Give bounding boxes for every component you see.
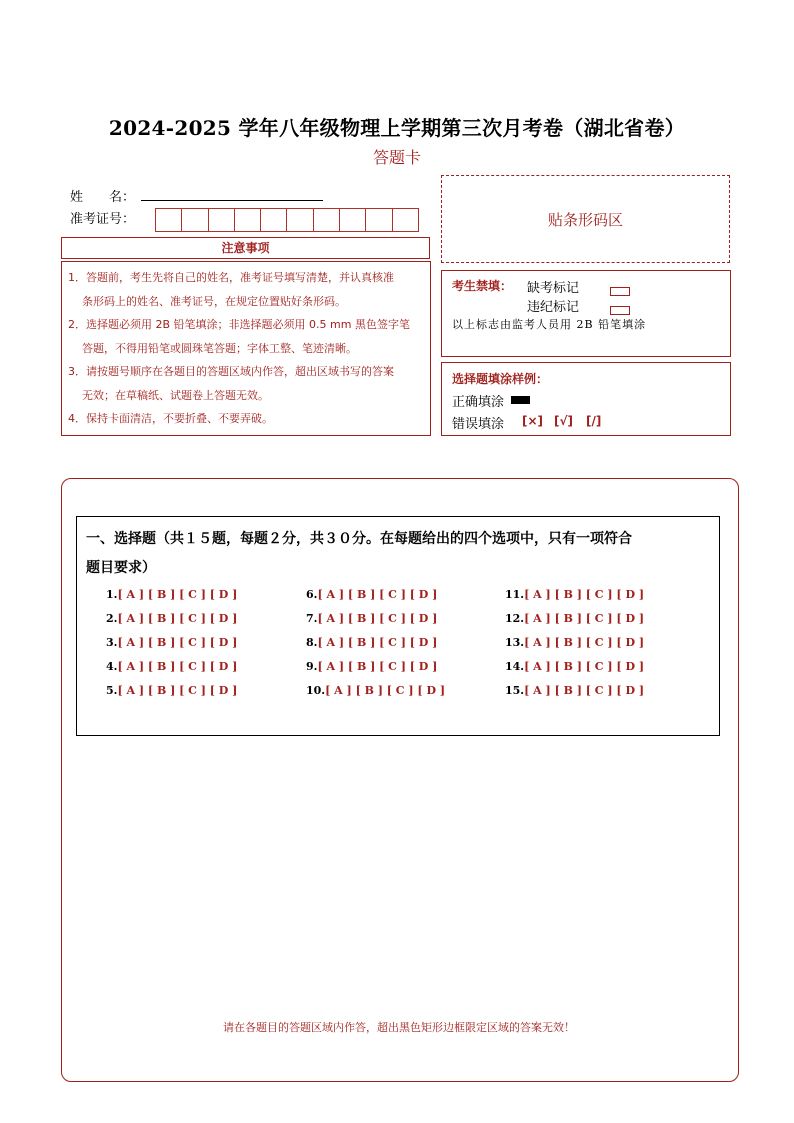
section-title xyxy=(86,525,716,583)
question-options[interactable]: [ A ] [ B ] [ C ] [ D ] xyxy=(117,636,238,649)
question-number: 2. xyxy=(106,612,118,625)
notice-item: 3．请按题号顺序在各题目的答题区域内作答，超出区域书写的答案 xyxy=(68,365,394,378)
id-cell[interactable] xyxy=(340,209,366,231)
correct-label: 正确填涂 xyxy=(452,395,505,410)
question-options[interactable]: [ A ] [ B ] [ C ] [ D ] xyxy=(524,660,645,673)
id-cell[interactable] xyxy=(235,209,261,231)
question-number: 1. xyxy=(106,588,118,601)
barcode-area xyxy=(441,175,730,263)
absent-label: 缺考标记 xyxy=(527,281,580,296)
name-label: 姓 名： xyxy=(70,190,136,205)
section-title-line2: 题目要求） xyxy=(86,560,156,576)
question-number: 3. xyxy=(106,636,118,649)
question-row[interactable] xyxy=(106,636,237,649)
question-options[interactable]: [ A ] [ B ] [ C ] [ D ] xyxy=(317,612,438,625)
id-cell[interactable] xyxy=(182,209,208,231)
question-row[interactable] xyxy=(306,612,437,625)
question-options[interactable]: [ A ] [ B ] [ C ] [ D ] xyxy=(317,636,438,649)
sample-heading: 选择题填涂样例： xyxy=(452,372,549,386)
wrong-mark-check: [√] xyxy=(554,414,573,428)
question-number: 11. xyxy=(505,588,525,601)
page-subtitle: 答题卡 xyxy=(372,148,421,167)
question-options[interactable]: [ A ] [ B ] [ C ] [ D ] xyxy=(524,636,645,649)
id-cell[interactable] xyxy=(209,209,235,231)
question-options[interactable]: [ A ] [ B ] [ C ] [ D ] xyxy=(317,588,438,601)
violation-label: 违纪标记 xyxy=(527,300,580,315)
notice-item-cont: 答题，不得用铅笔或圆珠笔答题；字体工整、笔迹清晰。 xyxy=(82,341,357,355)
page-title: 2024-2025 学年八年级物理上学期第三次月考卷（湖北省卷） xyxy=(108,116,686,140)
notice-box xyxy=(61,261,431,436)
question-row[interactable] xyxy=(505,636,644,649)
question-options[interactable]: [ A ] [ B ] [ C ] [ D ] xyxy=(317,660,438,673)
question-options[interactable]: [ A ] [ B ] [ C ] [ D ] xyxy=(117,612,238,625)
question-row[interactable] xyxy=(106,612,237,625)
question-row[interactable] xyxy=(306,588,437,601)
question-number: 15. xyxy=(505,684,525,697)
question-row[interactable] xyxy=(505,684,644,697)
question-number: 9. xyxy=(306,660,318,673)
absent-checkbox[interactable] xyxy=(610,281,630,300)
question-options[interactable]: [ A ] [ B ] [ C ] [ D ] xyxy=(524,612,645,625)
notice-item: 1．答题前，考生先将自己的姓名，准考证号填写清楚，并认真核准 xyxy=(68,271,394,284)
id-cell[interactable] xyxy=(393,209,418,231)
question-row[interactable] xyxy=(505,612,644,625)
forbid-label: 考生禁填： xyxy=(452,279,513,293)
id-cell[interactable] xyxy=(314,209,340,231)
question-number: 8. xyxy=(306,636,318,649)
id-cell[interactable] xyxy=(287,209,313,231)
question-row[interactable] xyxy=(306,660,437,673)
question-number: 10. xyxy=(306,684,326,697)
question-number: 4. xyxy=(106,660,118,673)
wrong-mark-slash: [/] xyxy=(586,414,602,428)
question-row[interactable] xyxy=(505,588,644,601)
wrong-mark-x: [×] xyxy=(522,414,544,428)
question-number: 6. xyxy=(306,588,318,601)
question-row[interactable] xyxy=(106,684,237,697)
filled-mark-icon xyxy=(511,396,530,404)
name-field[interactable] xyxy=(141,200,323,201)
question-options[interactable]: [ A ] [ B ] [ C ] [ D ] xyxy=(117,684,238,697)
question-number: 13. xyxy=(505,636,525,649)
question-number: 7. xyxy=(306,612,318,625)
id-number-grid[interactable] xyxy=(155,208,419,232)
question-number: 12. xyxy=(505,612,525,625)
question-row[interactable] xyxy=(505,660,644,673)
question-options[interactable]: [ A ] [ B ] [ C ] [ D ] xyxy=(325,684,446,697)
notice-item: 2．选择题必须用 2B 铅笔填涂；非选择题必须用 0.5 mm 黑色签字笔 xyxy=(68,318,410,331)
notice-item-cont: 条形码上的姓名、准考证号，在规定位置贴好条形码。 xyxy=(82,294,346,308)
question-row[interactable] xyxy=(306,684,445,697)
footer-note: 请在各题目的答题区域内作答，超出黑色矩形边框限定区域的答案无效！ xyxy=(223,1021,575,1034)
barcode-label: 贴条形码区 xyxy=(547,210,623,229)
question-number: 5. xyxy=(106,684,118,697)
question-options[interactable]: [ A ] [ B ] [ C ] [ D ] xyxy=(117,588,238,601)
id-cell[interactable] xyxy=(156,209,182,231)
question-row[interactable] xyxy=(106,588,237,601)
wrong-label: 错误填涂 xyxy=(452,417,505,432)
question-row[interactable] xyxy=(106,660,237,673)
question-options[interactable]: [ A ] [ B ] [ C ] [ D ] xyxy=(524,684,645,697)
section-title-line1: 一、选择题（共１５题，每题２分，共３０分。在每题给出的四个选项中，只有一项符合 xyxy=(86,531,632,547)
notice-heading: 注意事项 xyxy=(61,237,430,259)
question-number: 14. xyxy=(505,660,525,673)
id-cell[interactable] xyxy=(366,209,392,231)
id-cell[interactable] xyxy=(261,209,287,231)
notice-item-cont: 无效；在草稿纸、试题卷上答题无效。 xyxy=(82,388,269,402)
forbid-note: 以上标志由监考人员用 2B 铅笔填涂 xyxy=(452,318,647,331)
question-options[interactable]: [ A ] [ B ] [ C ] [ D ] xyxy=(117,660,238,673)
question-options[interactable]: [ A ] [ B ] [ C ] [ D ] xyxy=(524,588,645,601)
question-row[interactable] xyxy=(306,636,437,649)
notice-item: 4．保持卡面清洁，不要折叠、不要弄破。 xyxy=(68,412,273,425)
id-label: 准考证号： xyxy=(70,212,136,227)
